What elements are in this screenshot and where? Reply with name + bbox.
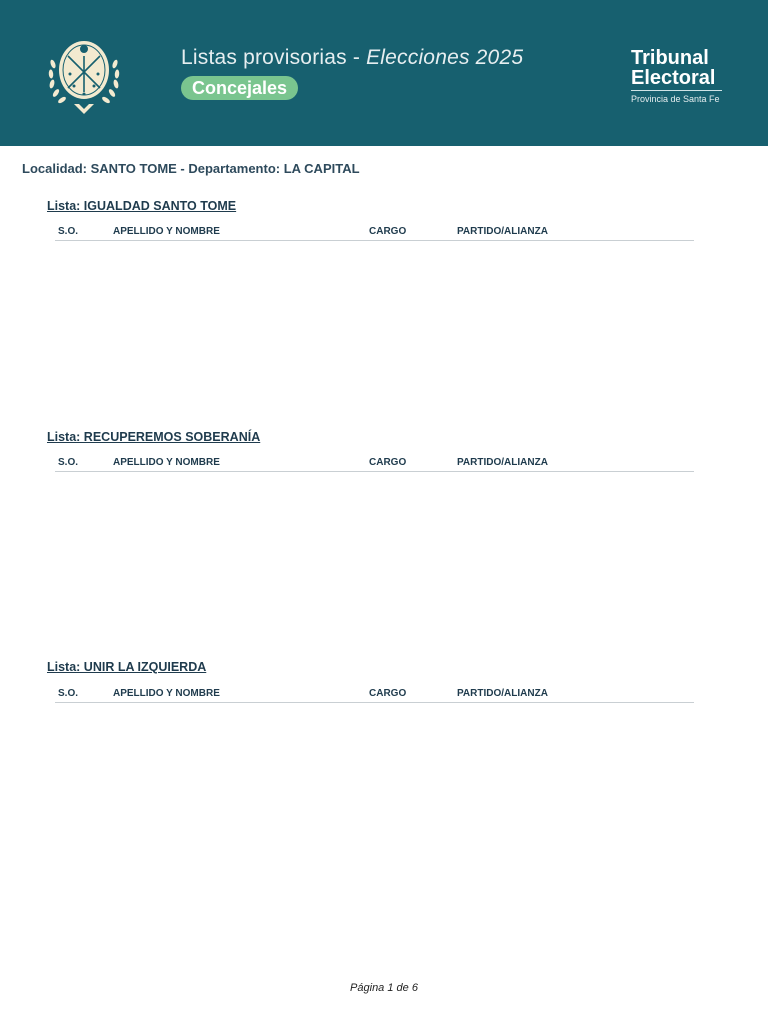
- column-header-nombre: APELLIDO Y NOMBRE: [113, 688, 220, 699]
- report-title-emphasis: Elecciones 2025: [366, 46, 524, 69]
- column-header-so: S.O.: [58, 688, 79, 699]
- page-number: Página 1 de 6: [350, 982, 418, 994]
- localidad-heading: Localidad: SANTO TOME - Departamento: LA CAPITAL: [22, 161, 360, 176]
- brand-logo: [631, 48, 731, 105]
- column-header-partido: PARTIDO/ALIANZA: [457, 457, 548, 468]
- header-banner: [0, 0, 768, 146]
- brand-divider: [631, 90, 722, 91]
- report-title: [181, 46, 523, 70]
- brand-line2: Electoral: [631, 67, 716, 89]
- lista-title: Lista: RECUPEREMOS SOBERANÍA: [47, 430, 261, 444]
- brand-line1: Tribunal: [631, 47, 709, 69]
- santa-fe-seal-icon: [44, 34, 124, 118]
- table-header: [55, 688, 694, 703]
- column-header-nombre: APELLIDO Y NOMBRE: [113, 226, 220, 237]
- column-header-so: S.O.: [58, 226, 79, 237]
- table-header: [55, 226, 694, 241]
- report-title-prefix: Listas provisorias -: [181, 46, 367, 69]
- column-header-cargo: CARGO: [369, 457, 407, 468]
- column-header-partido: PARTIDO/ALIANZA: [457, 688, 548, 699]
- brand-subtitle: Provincia de Santa Fe: [631, 94, 720, 104]
- column-header-cargo: CARGO: [369, 688, 407, 699]
- column-header-partido: PARTIDO/ALIANZA: [457, 226, 548, 237]
- column-header-nombre: APELLIDO Y NOMBRE: [113, 457, 220, 468]
- lista-title: Lista: UNIR LA IZQUIERDA: [47, 660, 207, 674]
- lista-title: Lista: IGUALDAD SANTO TOME: [47, 199, 237, 213]
- column-header-cargo: CARGO: [369, 226, 407, 237]
- table-header: [55, 457, 694, 472]
- category-badge: Concejales: [181, 76, 298, 100]
- column-header-so: S.O.: [58, 457, 79, 468]
